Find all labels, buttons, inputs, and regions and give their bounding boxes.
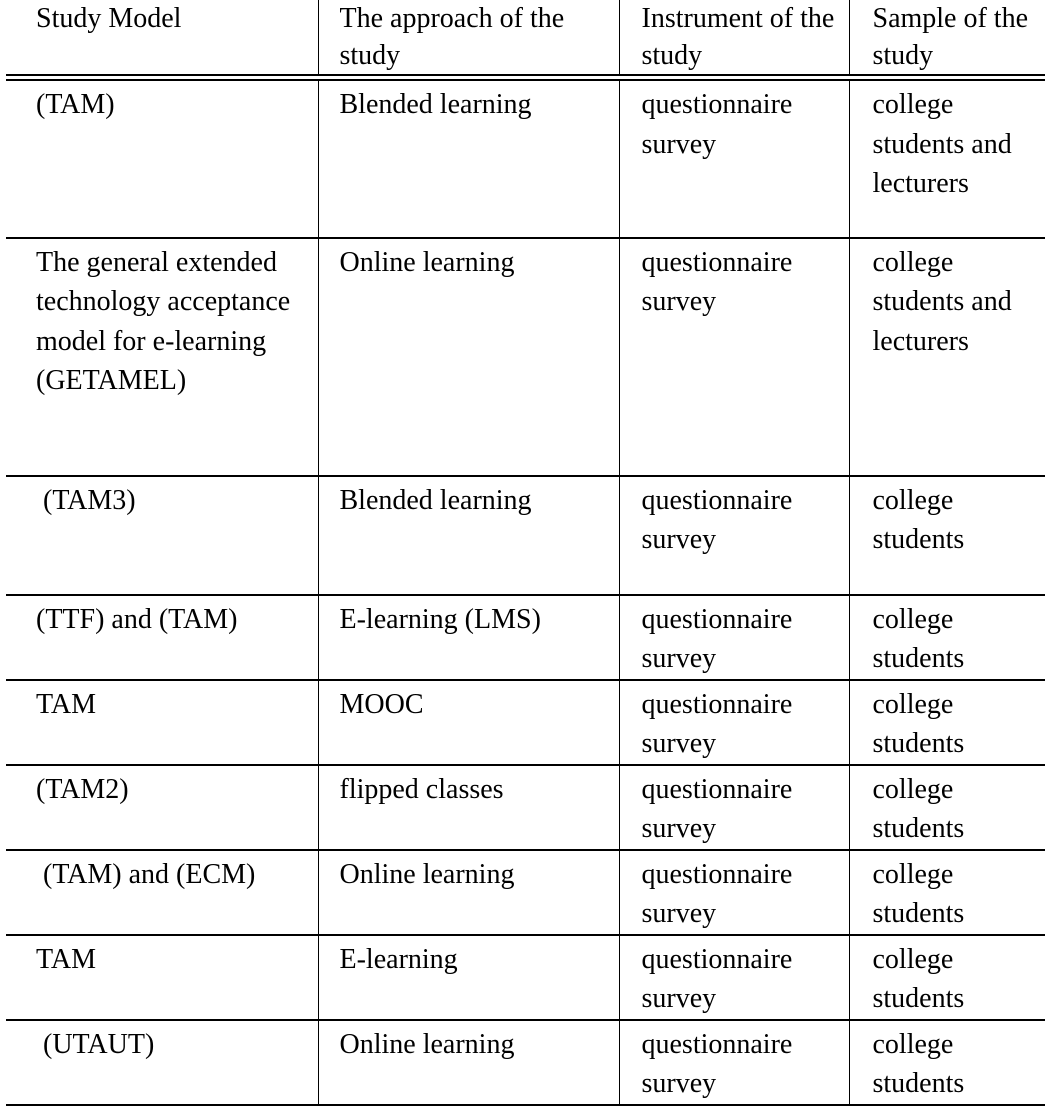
- cell-approach: Blended learning: [318, 78, 619, 238]
- cell-sample: college students: [872, 484, 965, 555]
- cell-sample: college students: [872, 1028, 965, 1099]
- cell-approach: MOOC: [318, 680, 619, 765]
- header-study-model: Study Model: [6, 0, 318, 78]
- header-instrument: Instrument of the study: [619, 0, 849, 78]
- cell-study-model: (TAM) and (ECM): [6, 850, 318, 935]
- cell-sample: college students: [872, 773, 965, 844]
- cell-sample: college students: [872, 943, 965, 1014]
- table-row: [6, 476, 1045, 595]
- cell-sample: college students and lecturers: [872, 89, 1019, 199]
- cell-sample: college students: [872, 858, 965, 929]
- cell-study-model: TAM: [6, 935, 318, 1020]
- header-sample: Sample of the study: [872, 3, 1036, 71]
- cell-instrument: questionnaire survey: [619, 78, 849, 238]
- cell-instrument: questionnaire survey: [619, 1020, 849, 1105]
- table-row: [6, 238, 1045, 476]
- cell-study-model: (TAM2): [6, 765, 318, 850]
- table-row: [6, 935, 1045, 1020]
- cell-study-model: (UTAUT): [6, 1020, 318, 1105]
- cell-instrument: questionnaire survey: [619, 680, 849, 765]
- cell-instrument: questionnaire survey: [619, 765, 849, 850]
- cell-instrument: questionnaire survey: [619, 238, 849, 476]
- table-row: [6, 1020, 1045, 1105]
- cell-study-model: (TAM): [6, 78, 318, 238]
- cell-sample: college students: [872, 603, 965, 674]
- table-row: [6, 850, 1045, 935]
- cell-approach: E-learning (LMS): [318, 595, 619, 680]
- cell-instrument: questionnaire survey: [619, 476, 849, 595]
- cell-approach: Online learning: [318, 850, 619, 935]
- table-row: [6, 680, 1045, 765]
- header-row: [6, 0, 1045, 78]
- cell-instrument: questionnaire survey: [619, 595, 849, 680]
- cell-study-model: (TTF) and (TAM): [6, 595, 318, 680]
- cell-approach: Online learning: [318, 238, 619, 476]
- header-approach: The approach of the study: [318, 0, 619, 78]
- cell-approach: Blended learning: [318, 476, 619, 595]
- cell-approach: E-learning: [318, 935, 619, 1020]
- cell-instrument: questionnaire survey: [619, 850, 849, 935]
- cell-study-model: TAM: [6, 680, 318, 765]
- cell-approach: Online learning: [318, 1020, 619, 1105]
- cell-sample: college students: [872, 688, 965, 759]
- table-row: [6, 78, 1045, 238]
- cell-instrument: questionnaire survey: [619, 935, 849, 1020]
- cell-approach: flipped classes: [318, 765, 619, 850]
- cell-sample: college students and lecturers: [872, 246, 1019, 357]
- table-row: [6, 595, 1045, 680]
- cell-study-model: (TAM3): [6, 476, 318, 595]
- table-row: [6, 765, 1045, 850]
- cell-study-model: The general extended technology acceptance model for e-learning (GETAMEL): [6, 238, 318, 476]
- studies-table: [6, 0, 1045, 1106]
